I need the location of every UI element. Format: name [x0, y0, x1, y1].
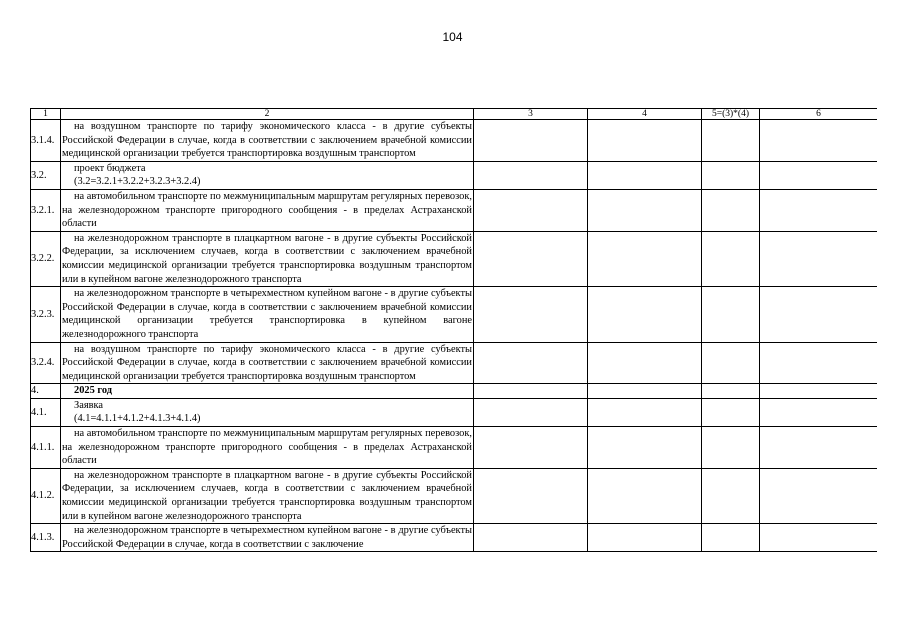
row-description	[61, 287, 474, 342]
table-row	[31, 120, 878, 162]
page-number: 104	[442, 30, 463, 44]
row-description	[61, 120, 474, 162]
cell-col-4	[588, 120, 702, 162]
cell-col-5	[702, 120, 760, 162]
cell-col-6	[760, 342, 878, 384]
cell-col-5	[702, 468, 760, 523]
row-description	[61, 342, 474, 384]
row-number: 4.1.3.	[31, 524, 61, 552]
header-col-6: 6	[760, 109, 878, 120]
cell-col-4	[588, 189, 702, 231]
table-row	[31, 398, 878, 426]
row-description	[61, 427, 474, 469]
row-formula: (3.2=3.2.1+3.2.2+3.2.3+3.2.4)	[74, 176, 201, 188]
table-row	[31, 287, 878, 342]
table-body	[31, 109, 878, 552]
row-number: 3.2.1.	[31, 189, 61, 231]
table-row	[31, 427, 878, 469]
row-number: 3.2.3.	[31, 287, 61, 342]
row-number: 4.1.	[31, 398, 61, 426]
row-number: 4.	[31, 384, 61, 399]
cell-col-4	[588, 398, 702, 426]
row-text: на автомобильном транспорте по межмуниципальным маршрутам регулярных перевозок, на железнодорожном транспорте пригородного сообщения - в пределах Астраханской области	[62, 428, 472, 467]
header-row	[31, 109, 878, 120]
table-row	[31, 342, 878, 384]
cell-col-3	[474, 189, 588, 231]
table-row	[31, 161, 878, 189]
cell-col-3	[474, 161, 588, 189]
row-text: на железнодорожном транспорте в плацкартном вагоне - в другие субъекты Российской Федерации, за исключением случаев, когда в соответствии с заключением врачебной комиссии медицинской организации требуется транспортировка воздушным транспортом или в купейном вагоне железнодорожного транспорта	[62, 469, 472, 522]
cell-col-5	[702, 427, 760, 469]
cell-col-6	[760, 468, 878, 523]
row-formula: (4.1=4.1.1+4.1.2+4.1.3+4.1.4)	[74, 413, 201, 425]
cell-col-6	[760, 231, 878, 286]
table-row	[31, 384, 878, 399]
cell-col-4	[588, 384, 702, 399]
cell-col-3	[474, 468, 588, 523]
row-number: 4.1.1.	[31, 427, 61, 469]
cell-col-3	[474, 384, 588, 399]
cell-col-6	[760, 524, 878, 552]
header-col-5: 5=(3)*(4)	[702, 109, 760, 120]
row-text: на железнодорожном транспорте в четырехместном купейном вагоне - в другие субъекты Российской Федерации в случае, когда в соответствии с заключение	[62, 525, 472, 550]
cell-col-5	[702, 384, 760, 399]
row-description	[61, 161, 474, 189]
row-description	[61, 189, 474, 231]
cell-col-3	[474, 524, 588, 552]
cell-col-6	[760, 384, 878, 399]
cell-col-5	[702, 231, 760, 286]
cell-col-4	[588, 287, 702, 342]
row-text: на воздушном транспорте по тарифу экономического класса - в другие субъекты Российской Федерации в случае, когда в соответствии с заключением врачебной комиссии медицинской организации требуется транспортировка воздушным транспортом	[62, 121, 472, 160]
row-text: проект бюджета	[74, 162, 146, 174]
table-row	[31, 524, 878, 552]
cell-col-3	[474, 120, 588, 162]
row-text: на автомобильном транспорте по межмуниципальным маршрутам регулярных перевозок, на железнодорожном транспорте пригородного сообщения - в пределах Астраханской области	[62, 190, 472, 230]
cell-col-4	[588, 342, 702, 384]
table-row	[31, 468, 878, 523]
row-description	[61, 398, 474, 426]
row-text: на железнодорожном транспорте в плацкартном вагоне - в другие субъекты Российской Федерации, за исключением случаев, когда в соответствии с заключением врачебной комиссии медицинской организации требуется транспортировка воздушным транспортом или в купейном вагоне железнодорожного транспорта	[62, 232, 472, 285]
cell-col-3	[474, 398, 588, 426]
cell-col-4	[588, 161, 702, 189]
cell-col-3	[474, 231, 588, 286]
cell-col-6	[760, 398, 878, 426]
cell-col-3	[474, 342, 588, 384]
cell-col-5	[702, 398, 760, 426]
cell-col-4	[588, 468, 702, 523]
row-number: 3.2.4.	[31, 342, 61, 384]
header-col-3: 3	[474, 109, 588, 120]
cell-col-6	[760, 161, 878, 189]
row-description	[61, 468, 474, 523]
cell-col-5	[702, 342, 760, 384]
cell-col-4	[588, 427, 702, 469]
row-number: 4.1.2.	[31, 468, 61, 523]
row-text: Заявка	[74, 399, 104, 411]
header-col-4: 4	[588, 109, 702, 120]
row-number: 3.2.2.	[31, 231, 61, 286]
cell-col-4	[588, 524, 702, 552]
row-number: 3.1.4.	[31, 120, 61, 162]
cell-col-5	[702, 189, 760, 231]
table-row	[31, 189, 878, 231]
cell-col-5	[702, 287, 760, 342]
table-row	[31, 231, 878, 286]
budget-table	[30, 108, 877, 552]
row-text: 2025 год	[74, 385, 112, 397]
cell-col-5	[702, 161, 760, 189]
cell-col-3	[474, 427, 588, 469]
cell-col-5	[702, 524, 760, 552]
row-description	[61, 524, 474, 552]
cell-col-3	[474, 287, 588, 342]
header-col-1: 1	[31, 109, 61, 120]
cell-col-4	[588, 231, 702, 286]
row-text: на железнодорожном транспорте в четырехместном купейном вагоне - в другие субъекты Российской Федерации в случае, когда в соответствии с заключением врачебной комиссии медицинской организации требуется транспортировка в купейном вагоне железнодорожного транспорта	[62, 288, 472, 340]
row-text: на воздушном транспорте по тарифу экономического класса - в другие субъекты Российской Федерации в случае, когда в соответствии с заключением врачебной комиссии медицинской организации требуется транспортировка воздушным транспортом	[62, 343, 472, 382]
cell-col-6	[760, 120, 878, 162]
budget-table-container	[30, 108, 877, 598]
row-description	[61, 231, 474, 286]
cell-col-6	[760, 287, 878, 342]
row-description	[61, 384, 474, 399]
row-number: 3.2.	[31, 161, 61, 189]
cell-col-6	[760, 427, 878, 469]
cell-col-6	[760, 189, 878, 231]
header-col-2: 2	[61, 109, 474, 120]
